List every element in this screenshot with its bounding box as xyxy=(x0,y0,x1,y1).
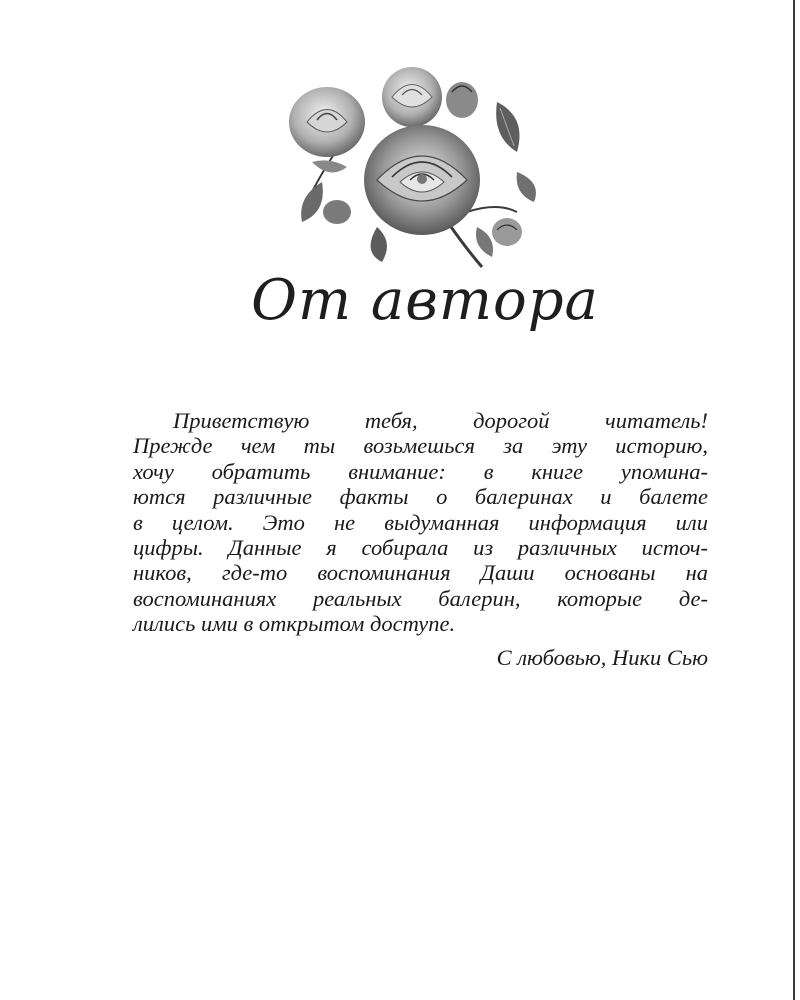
roses-illustration xyxy=(282,62,542,277)
page-edge-line xyxy=(793,0,795,1000)
paragraph-line: цифры. Данные я собирала из различных источ- xyxy=(133,535,708,561)
paragraph-line: ются различные факты о балеринах и балете xyxy=(133,484,708,510)
paragraph-line: воспоминаниях реальных балерин, которые де- xyxy=(133,585,708,611)
author-signature: С любовью, Ники Сью xyxy=(496,645,708,670)
paragraph-line: в целом. Это не выдуманная информация или xyxy=(133,509,708,535)
author-note-paragraph xyxy=(133,408,708,637)
paragraph-line: хочу обратить внимание: в книге упомина- xyxy=(133,458,708,484)
paragraph-line: ников, где-то воспоминания Даши основаны на xyxy=(133,560,708,586)
paragraph-line: Приветствую тебя, дорогой читатель! xyxy=(173,408,708,433)
paragraph-line: лились ими в открытом доступе. xyxy=(133,611,456,637)
paragraph-line: Прежде чем ты возьмешься за эту историю, xyxy=(133,433,708,459)
page-title: От автора xyxy=(251,268,599,333)
